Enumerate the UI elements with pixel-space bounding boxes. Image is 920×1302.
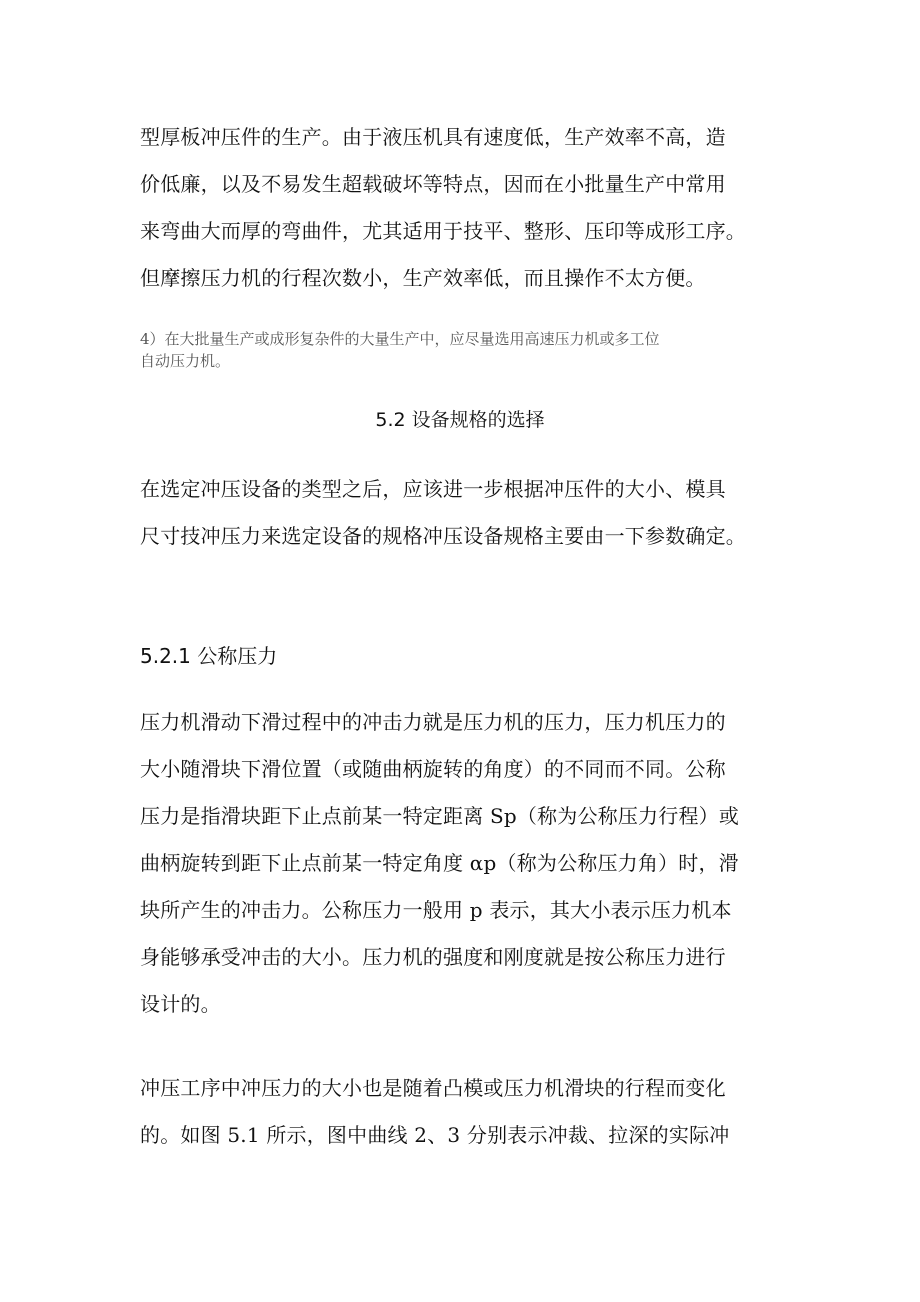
paragraph-selecting-specs: 在选定冲压设备的类型之后，应该进一步根据冲压件的大小、模具 尺寸技冲压力来选定设备的规格冲压设备规格主要由一下参数确定。 — [140, 477, 746, 548]
paragraph-press-types: 型厚板冲压件的生产。由于液压机具有速度低，生产效率不高，造 价低廉，以及不易发生超载破坏等特点，因而在小批量生产中常用 来弯曲大而厚的弯曲件，尤其适用于技平、整形、压印等成形工序。 但摩擦压力机的行程次数小，生产效率低，而且操作不太方便。 — [140, 125, 746, 290]
paragraph-nominal-pressure-definition: 压力机滑动下滑过程中的冲击力就是压力机的压力，压力机压力的 大小随滑块下滑位置（或随曲柄旋转的角度）的不同而不同。公称 压力是指滑块距下止点前某一特定距离 Sp（称为公称压力行程）或 曲柄旋转到距下止点前某一特定角度 αp（称为公称压力角）时，滑 块所产生的冲击力。公称压力一般用 p 表示，其大小表示压力机本 身能够承受冲击的大小。压力机的强度和刚度就是按公称压力进行 设计的。 — [140, 710, 740, 1016]
note-high-volume-production: 4）在大批量生产或成形复杂件的大量生产中，应尽量选用高速压力机或多工位 自动压力机。 — [140, 330, 660, 370]
section-heading-equipment-specs: 5.2 设备规格的选择 — [375, 409, 545, 431]
paragraph-pressure-variation: 冲压工序中冲压力的大小也是随着凸模或压力机滑块的行程而变化 的。如图 5.1 所示，图中曲线 2、3 分别表示冲裁、拉深的实际冲 — [140, 1076, 730, 1147]
subsection-heading-nominal-pressure: 5.2.1 公称压力 — [140, 644, 278, 668]
